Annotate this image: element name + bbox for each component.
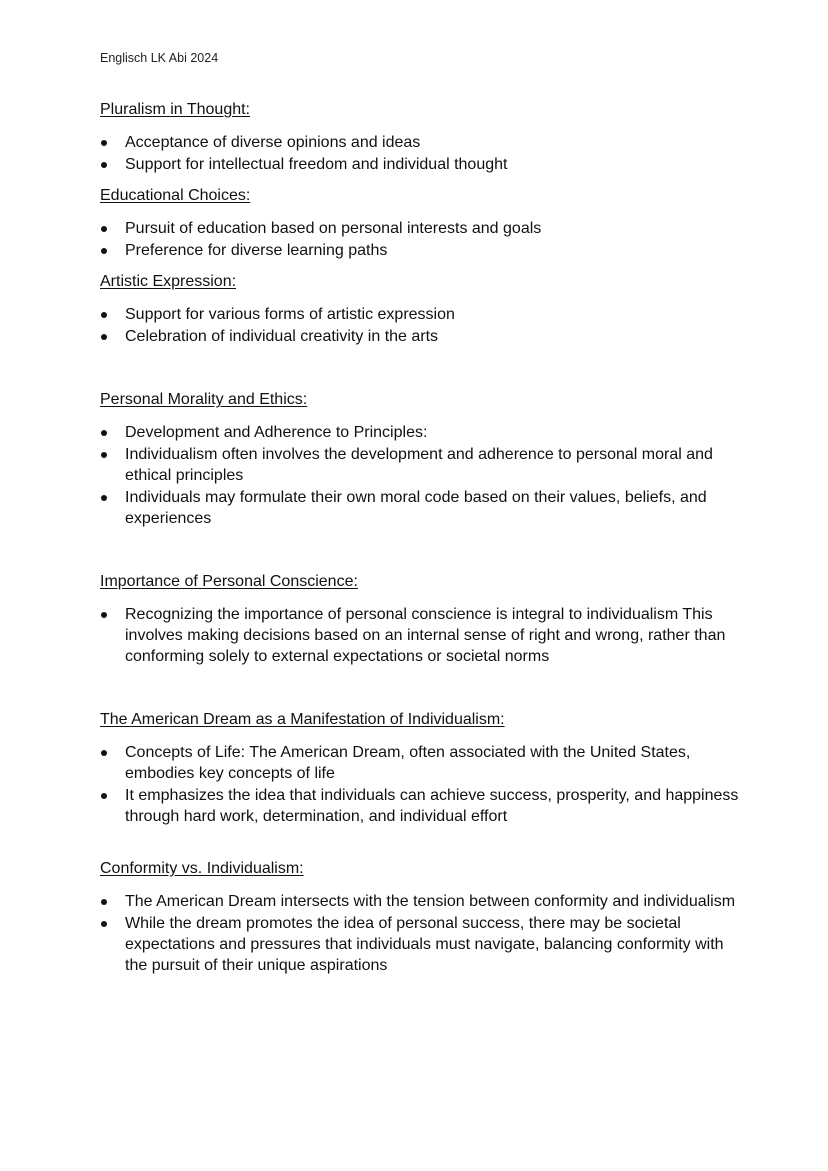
bullet-item: Concepts of Life: The American Dream, often associated with the United States, embodies key concepts of life [100,742,740,784]
bullet-list [100,742,740,827]
section-heading: Conformity vs. Individualism: [100,860,304,877]
bullet-item: Individualism often involves the development and adherence to personal moral and ethical principles [100,444,740,486]
bullet-item: Pursuit of education based on personal interests and goals [100,218,740,239]
bullet-list [100,304,740,347]
bullet-item: Individuals may formulate their own moral code based on their values, beliefs, and experiences [100,487,740,529]
section-conformity [100,858,740,976]
section-heading: Artistic Expression: [100,273,237,290]
bullet-item: Support for intellectual freedom and individual thought [100,154,740,175]
bullet-item: While the dream promotes the idea of personal success, there may be societal expectations and pressures that individuals must navigate, balancing conformity with the pursuit of their unique aspirations [100,913,740,976]
bullet-list [100,604,740,667]
section-heading: Pluralism in Thought: [100,101,250,118]
section-heading: Educational Choices: [100,187,251,204]
bullet-list [100,422,740,529]
bullet-item: Celebration of individual creativity in the arts [100,326,740,347]
bullet-item: The American Dream intersects with the tension between conformity and individualism [100,891,740,912]
section-heading: Importance of Personal Conscience: [100,573,358,590]
section-heading: The American Dream as a Manifestation of Individualism: [100,711,505,728]
section-personal-morality [100,389,740,529]
bullet-item: Preference for diverse learning paths [100,240,740,261]
section-american-dream [100,709,740,827]
bullet-item: Recognizing the importance of personal conscience is integral to individualism This involves making decisions based on an internal sense of right and wrong, rather than conforming solely to external expectations or societal norms [100,604,740,667]
bullet-item: It emphasizes the idea that individuals can achieve success, prosperity, and happiness through hard work, determination, and individual effort [100,785,740,827]
section-artistic-expression [100,271,740,347]
bullet-item: Development and Adherence to Principles: [100,422,740,443]
bullet-item: Support for various forms of artistic expression [100,304,740,325]
bullet-list [100,891,740,976]
section-personal-conscience [100,571,740,667]
section-educational-choices [100,185,740,261]
page-header: Englisch LK Abi 2024 [100,51,219,65]
bullet-list [100,218,740,261]
bullet-item: Acceptance of diverse opinions and ideas [100,132,740,153]
document-body [100,99,740,977]
bullet-list [100,132,740,175]
section-heading: Personal Morality and Ethics: [100,391,308,408]
section-pluralism [100,99,740,175]
